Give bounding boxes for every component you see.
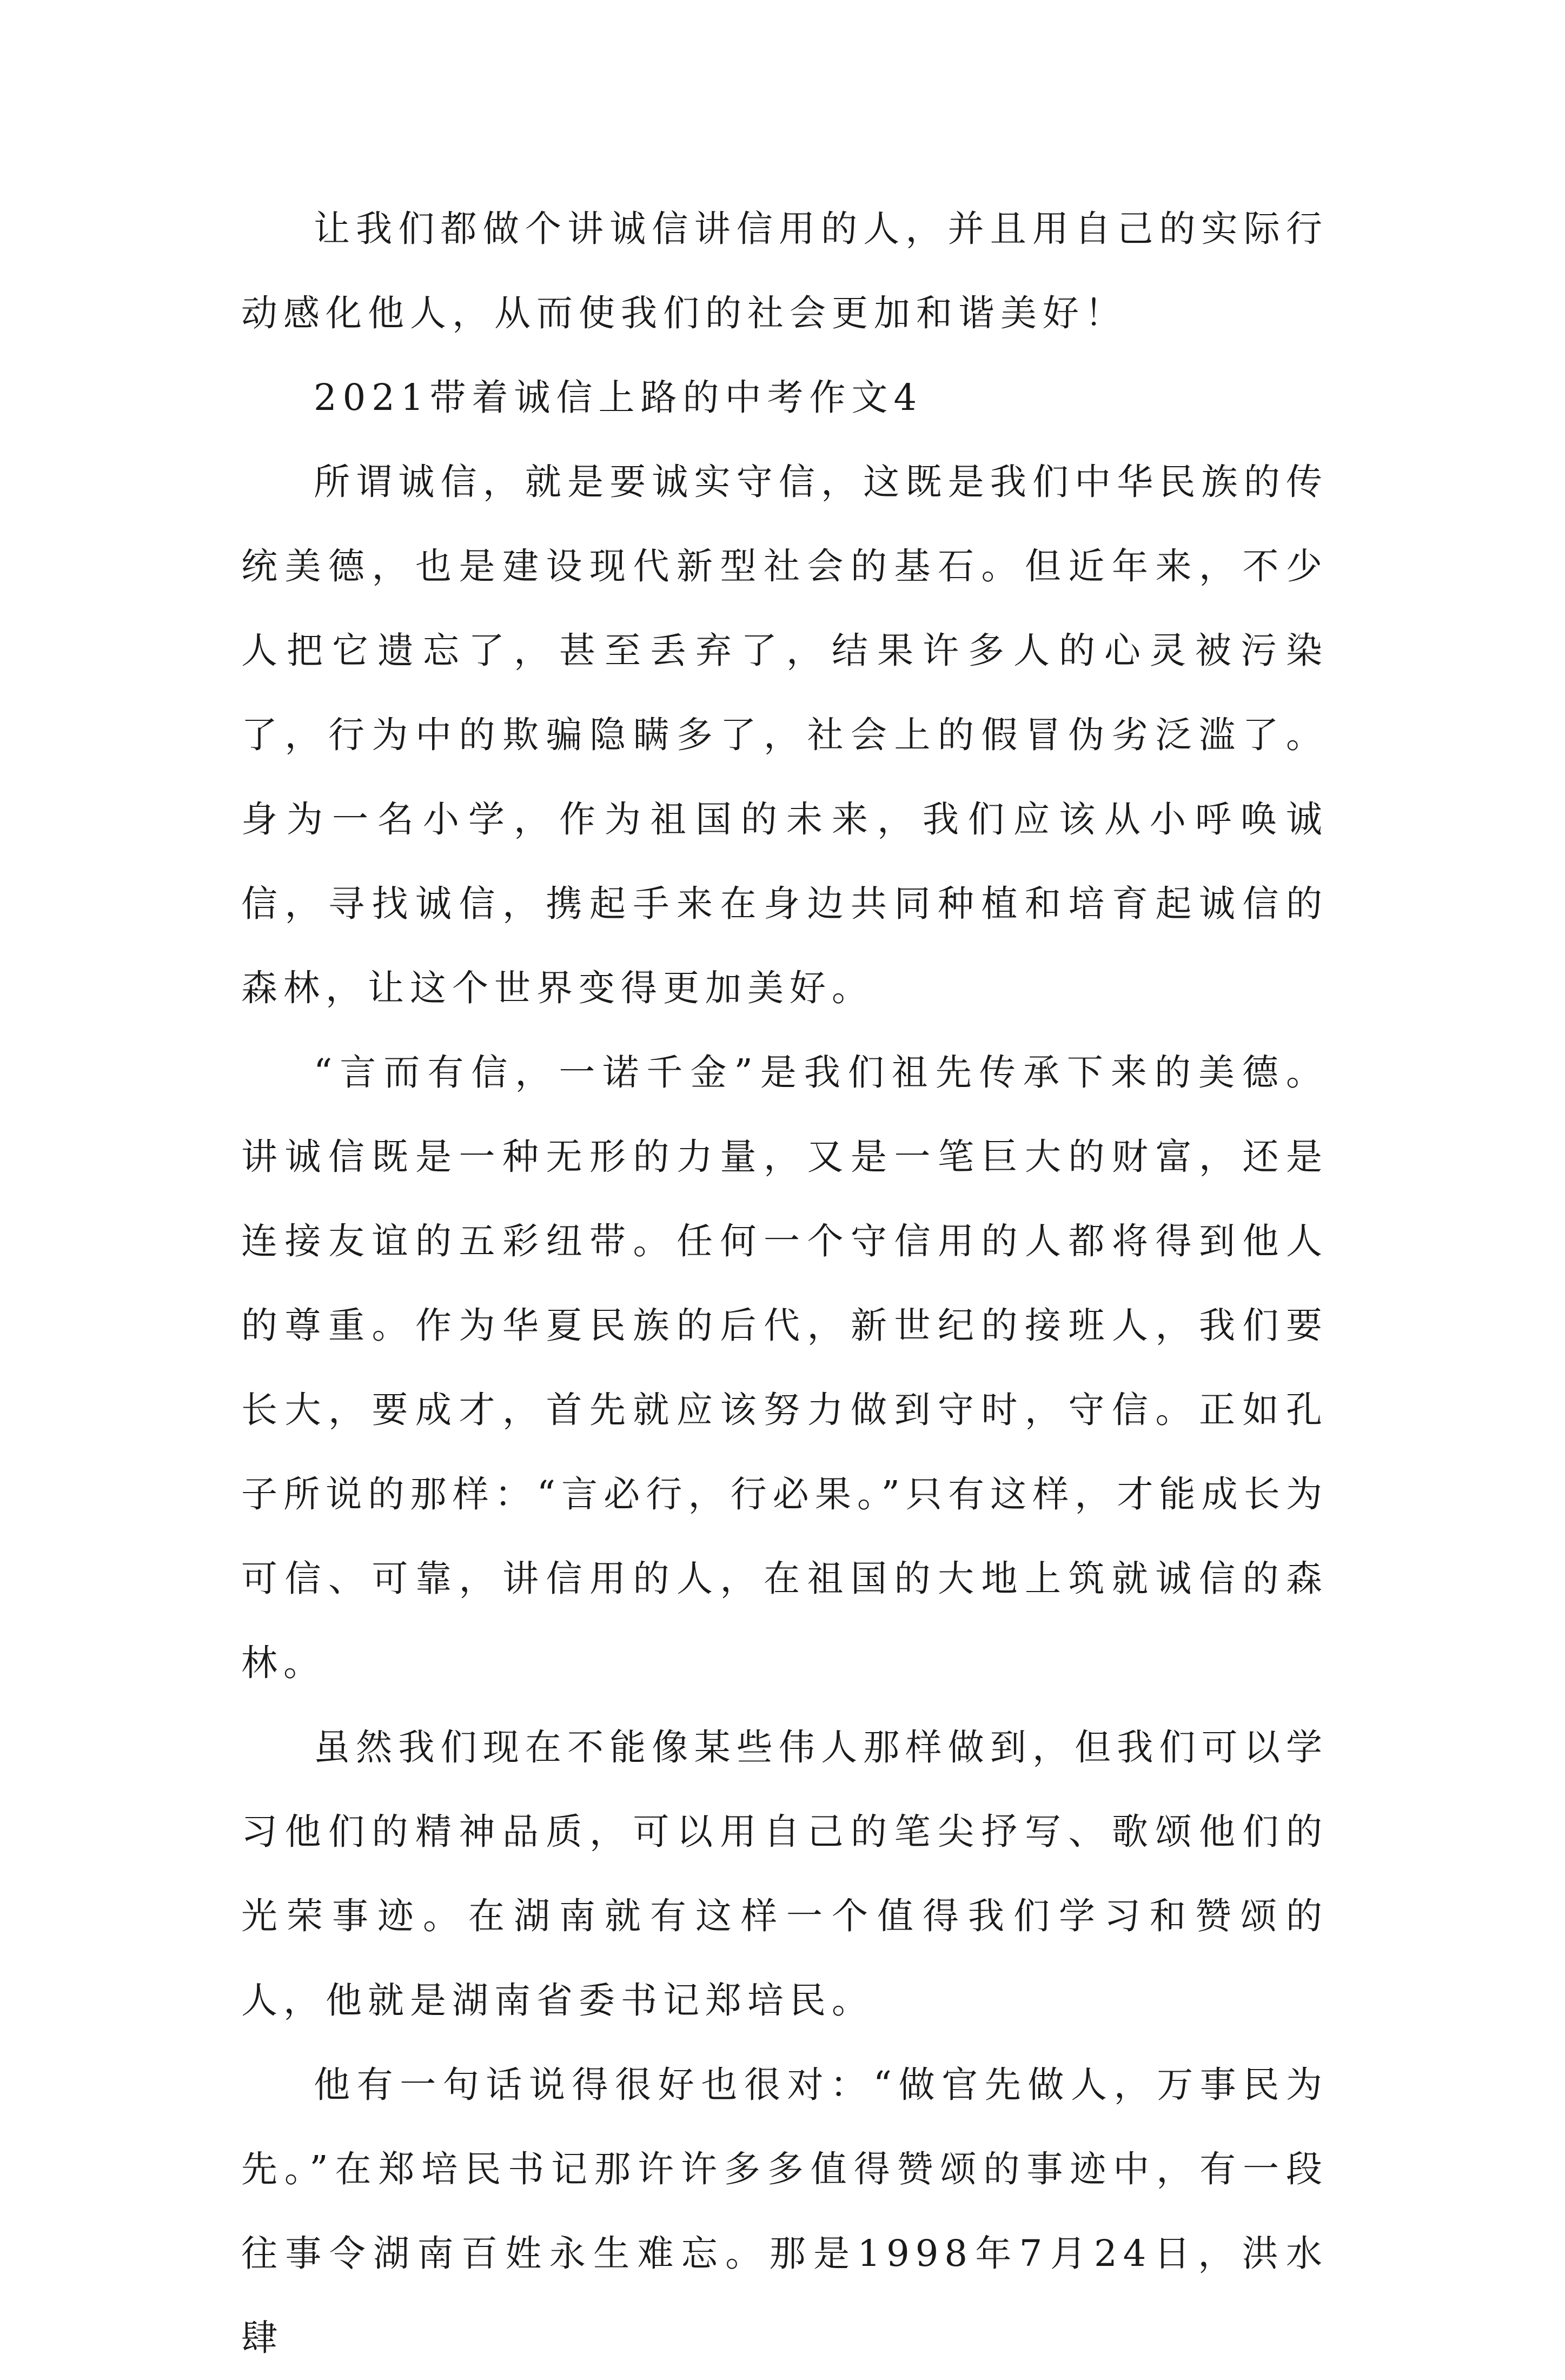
paragraph-closing: 让我们都做个讲诚信讲信用的人，并且用自己的实际行动感化他人，从而使我们的社会更加和谐美好！	[241, 208, 1328, 334]
paragraph-story: 他有一句话说得很好也很对：“做官先做人，万事民为先。”在郑培民书记那许许多多值得赞颂的事迹中，有一段往事令湖南百姓永生难忘。那是1998年7月24日，洪水肆	[241, 2064, 1328, 2359]
paragraph-quote: “言而有信，一诺千金”是我们祖先传承下来的美德。讲诚信既是一种无形的力量，又是一笔巨大的财富，还是连接友谊的五彩纽带。任何一个守信用的人都将得到他人的尊重。作为华夏民族的后代，新世纪的接班人，我们要长大，要成才，首先就应该努力做到守时，守信。正如孔子所说的那样：“言必行，行必果。”只有这样，才能成长为可信、可靠，讲信用的人，在祖国的大地上筑就诚信的森林。	[241, 1051, 1328, 1684]
document-body	[241, 187, 1328, 2380]
essay-title: 2021带着诚信上路的中考作文4	[314, 376, 923, 419]
paragraph-example: 虽然我们现在不能像某些伟人那样做到，但我们可以学习他们的精神品质，可以用自己的笔尖抒写、歌颂他们的光荣事迹。在湖南就有这样一个值得我们学习和赞颂的人，他就是湖南省委书记郑培民。	[241, 1726, 1328, 2021]
paragraph-intro: 所谓诚信，就是要诚实守信，这既是我们中华民族的传统美德，也是建设现代新型社会的基石。但近年来，不少人把它遗忘了，甚至丢弃了，结果许多人的心灵被污染了，行为中的欺骗隐瞒多了，社会上的假冒伪劣泛滥了。身为一名小学，作为祖国的未来，我们应该从小呼唤诚信，寻找诚信，携起手来在身边共同种植和培育起诚信的森林，让这个世界变得更加美好。	[241, 461, 1328, 1009]
